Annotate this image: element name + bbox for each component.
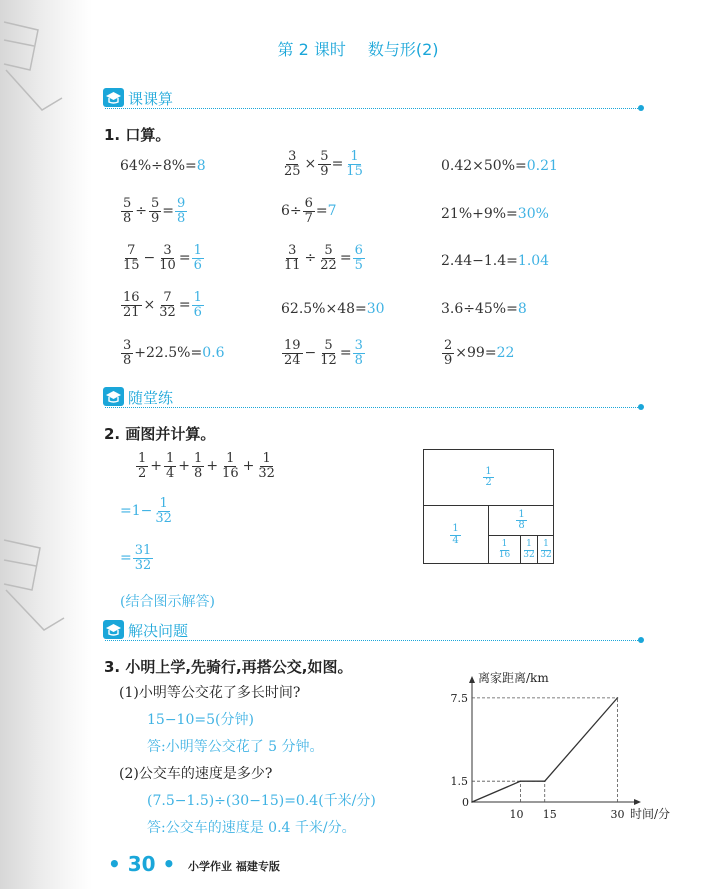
answer: $\frac{9}{8}$ <box>177 196 186 226</box>
diagram-cell-sixteenth: 1 16 <box>498 539 511 560</box>
calc-r1c1: 64%÷8%= 8 <box>120 158 206 174</box>
calc-r2c3: 21%+9%= 30% <box>441 206 549 222</box>
y-tick-label: 1.5 <box>450 775 468 789</box>
section-divider <box>105 108 640 109</box>
section-divider-end <box>638 637 644 643</box>
diagram-cell-thirtysecond-a: 1 32 <box>523 539 535 560</box>
x-tick-label: 15 <box>542 808 557 821</box>
calc-r2c1: $\frac{5}{8}$ ÷ $\frac{5}{9}$ = $\frac{9}{8}$ <box>123 196 186 226</box>
solution-note: (结合图示解答) <box>120 594 215 610</box>
y-axis-arrow <box>469 676 475 683</box>
section-divider-end <box>638 404 644 410</box>
answer: $\frac{1}{6}$ <box>193 243 202 273</box>
page-spine <box>0 0 92 889</box>
calc-r3c1: 7 15 − $\frac{3}{10}$ = $\frac{1}{6}$ <box>123 243 202 273</box>
calc-r5c2: 19 24 − $\frac{5}{12}$ = $\frac{3}{8}$ <box>284 338 363 368</box>
x-tick-label: 10 <box>509 808 524 821</box>
solution-step-1: =1− $\frac{1}{32}$ <box>120 496 172 526</box>
answer: 0.6 <box>202 345 225 362</box>
diagram-cell-thirtysecond-b: 1 32 <box>540 539 552 560</box>
data-point <box>544 780 546 782</box>
diagram-cell-quarter: 1 4 <box>452 523 459 546</box>
book-title: 小学作业 福建专版 <box>188 860 280 873</box>
edge-watermark <box>0 0 92 889</box>
calc-r4c1: $\frac{16}{21}$ × $\frac{7}{32}$ = $\frac{1}{6}$ <box>123 290 202 320</box>
diagram-cell-eighth: 1 8 <box>518 508 525 531</box>
cap-icon <box>103 620 124 639</box>
answer: 8 <box>196 158 206 174</box>
answer: 22 <box>496 345 515 362</box>
answer: $\frac{3}{8}$ <box>354 338 363 368</box>
lesson-number: 第 2 课时 <box>277 40 346 59</box>
part-1-question: (1)小明等公交花了多长时间? <box>119 685 301 701</box>
section-divider <box>105 640 640 641</box>
question-2-heading: 2. 画图并计算。 <box>104 425 216 443</box>
calc-r4c3: 3.6÷45%= 8 <box>441 301 527 317</box>
cap-icon <box>103 88 124 107</box>
answer: $\frac{6}{5}$ <box>354 243 363 273</box>
part-2-question: (2)公交车的速度是多少? <box>119 766 273 782</box>
section-divider-end <box>638 105 644 111</box>
part-2-calculation: (7.5−1.5)÷(30−15)=0.4(千米/分) <box>147 793 376 809</box>
section-title: 解决问题 <box>128 622 189 640</box>
data-point <box>471 801 473 803</box>
answer: 7 <box>327 203 337 220</box>
calc-r4c2: 62.5%×48= 30 <box>281 301 385 317</box>
section-title: 随堂练 <box>128 389 174 407</box>
y-tick-label: 7.5 <box>450 691 468 705</box>
calc-r1c3: 0.42×50%= 0.21 <box>441 158 558 174</box>
diagram-cell-half: 1 2 <box>485 465 492 488</box>
calc-r3c3: 2.44−1.4= 1.04 <box>441 253 550 269</box>
x-tick-label: 0 <box>462 796 469 809</box>
part-2-answer: 答:公交车的速度是 0.4 千米/分。 <box>147 820 356 836</box>
answer: 8 <box>517 301 527 317</box>
data-point <box>520 780 522 782</box>
answer: 30 <box>366 301 385 317</box>
section-divider <box>105 407 640 408</box>
answer: 30% <box>517 206 549 222</box>
answer: 0.21 <box>526 158 558 174</box>
calc-r5c3: $\frac{2}{9}$ ×99= 22 <box>444 338 515 368</box>
x-tick-label: 30 <box>610 808 625 821</box>
calc-r2c2: 6÷ $\frac{6}{7}$ = 7 <box>281 196 337 226</box>
part-1-calculation: 15−10=5(分钟) <box>147 712 254 728</box>
sum-expression: 1 2 + $\frac{1}{4}$ + $\frac{1}{8}$ + $\frac{1}{16}$ + $\frac{1}{32}$ <box>138 451 275 481</box>
answer: $\frac{1}{6}$ <box>193 290 202 320</box>
calc-r3c2: $\frac{3}{11}$ ÷ $\frac{5}{22}$ = $\frac{6}{5}$ <box>284 243 363 273</box>
calc-r1c2: $\frac{3}{25}$ × $\frac{5}{9}$ = $\frac{1}{15}$ <box>284 149 363 179</box>
distance-time-chart <box>430 671 671 832</box>
lesson-topic: 数与形(2) <box>367 40 439 59</box>
calc-r5c1: 3 8 +22.5%= 0.6 <box>123 338 225 368</box>
cap-icon <box>103 387 124 406</box>
part-1-answer: 答:小明等公交花了 5 分钟。 <box>147 739 324 755</box>
lesson-title <box>0 37 716 60</box>
answer: $\frac{1}{15}$ <box>346 149 363 179</box>
section-title: 课课算 <box>128 90 174 108</box>
answer: 1.04 <box>517 253 550 269</box>
data-point <box>617 697 619 699</box>
solution-step-2: = $\frac{31}{32}$ <box>120 543 152 573</box>
page-number: • 30 • <box>108 852 176 876</box>
question-3-heading: 3. 小明上学,先骑行,再搭公交,如图。 <box>104 658 353 676</box>
y-axis-label: 离家距离/km <box>478 671 549 685</box>
question-1-heading: 1. 口算。 <box>104 126 171 144</box>
x-axis-label: 时间/分 <box>630 807 671 821</box>
x-axis-arrow <box>634 799 641 805</box>
